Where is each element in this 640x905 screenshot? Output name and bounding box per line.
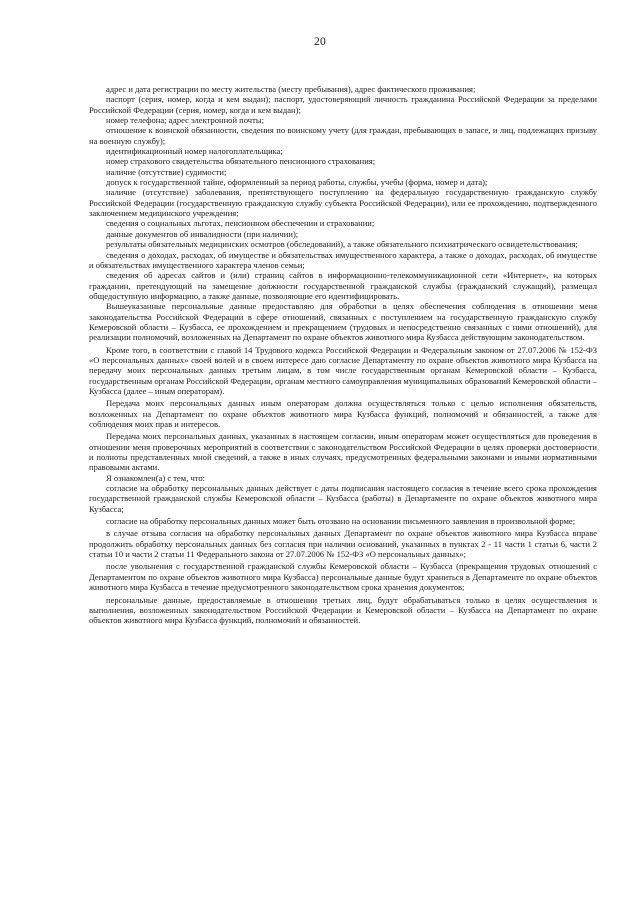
paragraph: результаты обязательных медицинских осмотров (обследований), а также обязательного психиатрического освидетельствования; bbox=[106, 239, 578, 250]
paragraph: сведения о доходах, расходах, об имуществе и обязательствах имущественного характера, а также о доходах, расходах, об имуществе и обязательствах имущественного характера членов семьи; bbox=[89, 249, 597, 270]
paragraph: номер телефона; адрес электронной почты; bbox=[106, 115, 264, 126]
paragraph: в случае отзыва согласия на обработку персональных данных Департамент по охране объектов животного мира Кузбасса вправе продолжить обработку персональных данных без согласия при наличии оснований, указанных в пунктах 2 - 11 части 1 статьи 6, части 2 статьи 10 и части 2 статьи 11 Федерального закона от 27.07.2006 № 152-ФЗ «О персональных данных»; bbox=[89, 528, 597, 560]
paragraph: паспорт (серия, номер, когда и кем выдан); паспорт, удостоверяющий личность гражданина Российской Федерации за пределами Российской Федерации (серия, номер, когда и кем выдан); bbox=[89, 94, 597, 115]
paragraph: Передача моих персональных данных, указанных в настоящем согласии, иным операторам может осуществляться для проведения в отношении меня проверочных мероприятий в соответствии с законодательством Российской Федерации в целях проверки достоверности и полноты представленных мной сведений, а также в иных случаях, предусмотренных федеральными законами и иными нормативными правовыми актами. bbox=[89, 431, 597, 473]
paragraph: адрес и дата регистрации по месту жительства (месту пребывания), адрес фактического проживания; bbox=[106, 84, 476, 94]
paragraph: Кроме того, в соответствии с главой 14 Трудового кодекса Российской Федерации и Федеральным законом от 27.07.2006 № 152-ФЗ «О персональных данных» своей волей и в своем интересе даю согласие Департаменту по охране объектов животного мира Кузбасса на передачу моих персональных данных третьим лицам, в том числе государственным органам Кемеровской области – Кузбасса, государственным органам Российской Федерации, органам местного самоуправления муниципальных образований Кемеровской области – Кузбасса (далее – иным операторам). bbox=[89, 344, 597, 396]
paragraph: наличие (отсутствие) заболевания, препятствующего поступлению на федеральную государственную гражданскую службу Российской Федерации (государственную гражданскую службу субъекта Российской Федерации), или ее прохождению, подтвержденного заключением медицинского учреждения; bbox=[89, 187, 597, 219]
paragraph: идентификационный номер налогоплательщика; bbox=[106, 146, 283, 157]
paragraph: отношение к воинской обязанности, сведения по воинскому учету (для граждан, пребывающих в запасе, и лиц, подлежащих призыву на военную службу); bbox=[89, 125, 597, 146]
paragraph: допуск к государственной тайне, оформленный за период работы, службы, учебы (форма, номер и дата); bbox=[106, 177, 488, 188]
paragraph: данные документов об инвалидности (при наличии); bbox=[106, 228, 299, 239]
paragraph: персональные данные, предоставляемые в отношении третьих лиц, будут обрабатываться только в целях осуществления и выполнения, возложенных законодательством Российской Федерации и Кемеровской области – Кузбасса на Департамент по охране объектов животного мира Кузбасса функций, полномочий и обязанностей. bbox=[89, 594, 597, 626]
paragraph: сведения о социальных льготах, пенсионном обеспечении и страховании; bbox=[106, 218, 375, 229]
paragraph: Передача моих персональных данных иным операторам должна осуществляться только с целью исполнения обязательств, возложенных на Департамент по охране объектов животного мира Кузбасса функций, полномочий и обязанностей, а также для соблюдения моих прав и интересов. bbox=[89, 398, 597, 429]
paragraph: после увольнения с государственной гражданской службы Кемеровской области – Кузбасса (прекращения трудовых отношений с Департаментом по охране объектов животного мира Кузбасса) персональные данные будут храниться в Департаменте по охране объектов животного мира Кузбасса в течение предусмотренного законодательством срока хранения документов; bbox=[89, 561, 597, 593]
paragraph: согласие на обработку персональных данных может быть отозвано на основании письменного заявления в произвольной форме; bbox=[106, 516, 576, 527]
page-number: 20 bbox=[313, 36, 327, 48]
paragraph: Вышеуказанные персональные данные предоставляю для обработки в целях обеспечения соблюдения в отношении меня законодательства Российской Федерации в сфере отношений, связанных с поступлением на государственную гражданскую службу Кемеровской области – Кузбасса, ее прохождением и прекращением (трудовых и непосредственно связанных с ними отношений), для реализации полномочий, возложенных на Департамент по охране объектов животного мира Кузбасса действующим законодательством. bbox=[89, 301, 597, 343]
paragraph: номер страхового свидетельства обязательного пенсионного страхования; bbox=[106, 156, 376, 167]
paragraph: Я ознакомлен(а) с тем, что: bbox=[106, 472, 206, 483]
document-body bbox=[89, 84, 597, 626]
paragraph: сведения об адресах сайтов и (или) страниц сайтов в информационно-телекоммуникационной сети «Интернет», на которых гражданин, претендующий на замещение должности государственной гражданской службы (гражданский служащий), размещал общедоступную информацию, а также данные, позволяющие его идентифицировать. bbox=[89, 270, 597, 301]
paragraph: наличие (отсутствие) судимости; bbox=[106, 166, 227, 177]
paragraph: согласие на обработку персональных данных действует с даты подписания настоящего согласия в течение всего срока прохождения государственной гражданской службы Кемеровской области – Кузбасса (работы) в Департаменте по охране объектов животного мира Кузбасса; bbox=[89, 483, 597, 514]
